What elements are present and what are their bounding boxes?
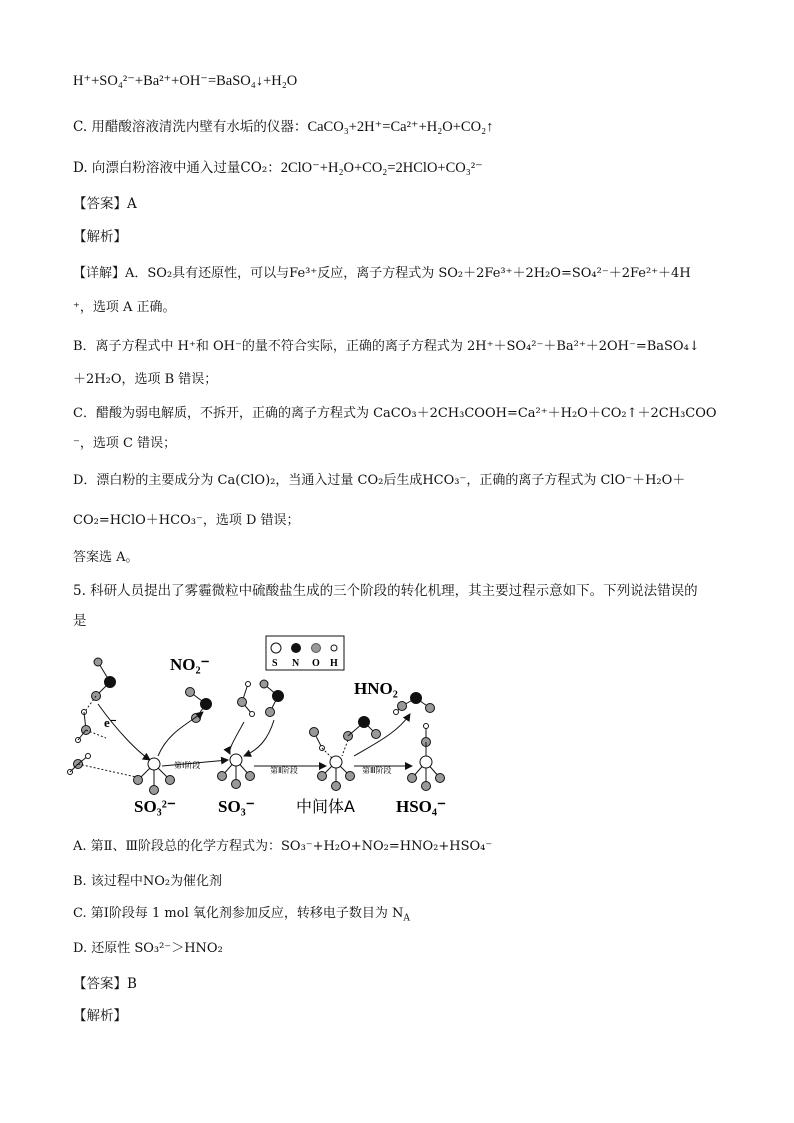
analysis-p3: C．醋酸为弱电解质，不拆开，正确的离子方程式为 CaCO₃＋2CH₃COOH=Ca²⁺＋H₂O＋CO₂↑＋2CH₃COO (73, 406, 717, 421)
option-c-text: C. 用醋酸溶液清洗内壁有水垢的仪器： (73, 119, 308, 135)
line-3 (73, 156, 483, 177)
option-b: B. 该过程中NO₂为催化剂 (73, 874, 223, 889)
option-a: A. 第Ⅱ、Ⅲ阶段总的化学方程式为：SO₃⁻+H₂O+NO₂=HNO₂+HSO₄⁻ (73, 839, 493, 854)
analysis-p1b: ⁺，选项 A 正确。 (73, 300, 176, 315)
legend-s: S (272, 658, 278, 669)
middle-cluster (238, 680, 284, 717)
line-1: H⁺+SO₄²⁻+Ba²⁺+OH⁻=BaSO₄↓+H₂O (73, 73, 298, 89)
no2-molecule (186, 688, 212, 723)
intermediate-a-molecule (310, 717, 381, 791)
so3-2-molecule (134, 758, 175, 795)
option-c-sub: A (403, 913, 410, 924)
legend-box (266, 636, 344, 670)
stage-1-label: 第Ⅰ阶段 (174, 761, 201, 770)
analysis-p4: D．漂白粉的主要成分为 Ca(ClO)₂，当通入过量 CO₂后生成HCO₃⁻，正确的离子方程式为 ClO⁻＋H₂O＋ (73, 473, 686, 488)
option-c (73, 902, 410, 924)
answer-label-1: 【答案】A (73, 196, 137, 212)
option-c-main: C. 第Ⅰ阶段每 1 mol 氧化剂参加反应，转移电子数目为 N (73, 906, 404, 921)
legend-n: N (292, 658, 300, 669)
hno2-label: HNO₂ (354, 679, 398, 698)
legend-o: O (312, 658, 320, 669)
hno2-molecule (394, 693, 435, 715)
analysis-label-2: 【解析】 (73, 1008, 127, 1024)
analysis-p4b: CO₂=HClO＋HCO₃⁻，选项 D 错误； (73, 513, 300, 528)
option-d-equation: 2ClO⁻+H₂O+CO₂=2HClO+CO₃²⁻ (280, 160, 483, 176)
hso4-molecule (408, 724, 445, 791)
mechanism-diagram (58, 632, 458, 822)
so3-1-molecule (218, 754, 255, 789)
analysis-p3b: ⁻，选项 C 错误； (73, 436, 177, 451)
analysis-p2b: ＋2H₂O，选项 B 错误； (73, 372, 218, 387)
question-5-line2: 是 (73, 613, 87, 629)
option-c-equation: CaCO₃+2H⁺=Ca²⁺+H₂O+CO₂↑ (307, 119, 494, 135)
no2-label: NO₂⁻ (170, 655, 210, 674)
option-d-text: D. 向漂白粉溶液中通入过量CO₂： (73, 160, 281, 176)
so3-1-label: SO₃⁻ (218, 797, 255, 816)
analysis-p1: 【详解】A．SO₂具有还原性，可以与Fe³⁺反应，离子方程式为 SO₂＋2Fe³⁺＋2H₂O=SO₄²⁻＋2Fe²⁺＋4H (73, 266, 691, 281)
left-cluster (68, 658, 137, 777)
option-d: D. 还原性 SO₃²⁻＞HNO₂ (73, 941, 223, 956)
analysis-p2: B．离子方程式中 H⁺和 OH⁻的量不符合实际，正确的离子方程式为 2H⁺＋SO₄²⁻＋Ba²⁺＋2OH⁻=BaSO₄↓ (73, 339, 700, 354)
so3-2-label: SO₃²⁻ (134, 797, 176, 816)
analysis-p5: 答案选 A。 (73, 550, 139, 565)
line-2 (73, 115, 493, 136)
legend-h: H (330, 658, 338, 669)
electron-label: e⁻ (104, 715, 117, 730)
answer-label-2: 【答案】B (73, 976, 137, 992)
analysis-label-1: 【解析】 (73, 229, 127, 245)
question-5-line1: 5. 科研人员提出了雾霾微粒中硫酸盐生成的三个阶段的转化机理，其主要过程示意如下。下列说法错误的 (73, 583, 698, 599)
hso4-label: HSO₄⁻ (396, 797, 446, 816)
stage-3-label: 第Ⅲ阶段 (362, 766, 392, 775)
stage-2-label: 第Ⅱ阶段 (270, 766, 298, 775)
intermediate-label: 中间体A (296, 797, 355, 816)
